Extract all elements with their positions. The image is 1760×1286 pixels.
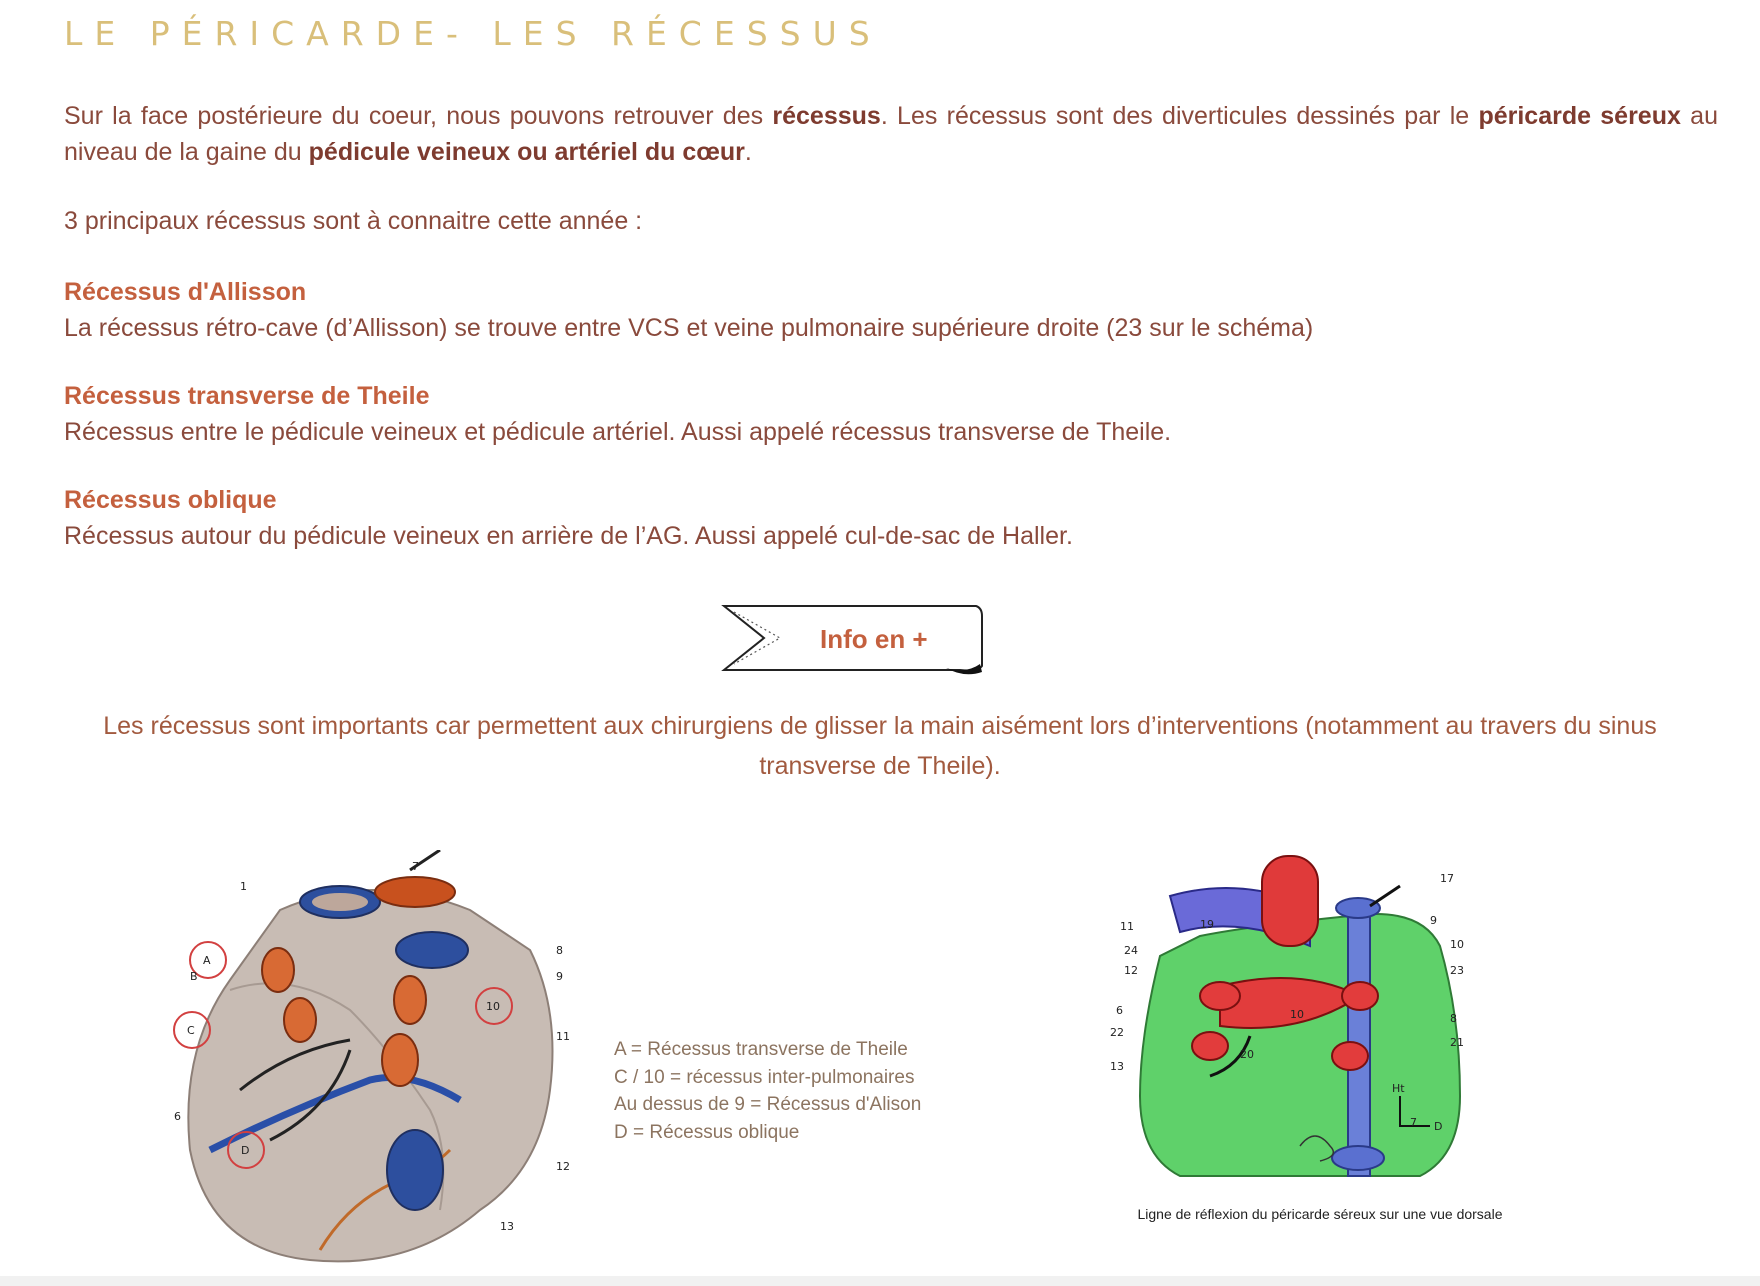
legend-item: C / 10 = récessus inter-pulmonaires	[614, 1066, 915, 1088]
legend-item: A = Récessus transverse de Theile	[614, 1039, 908, 1060]
svg-text:Ht: Ht	[1392, 1082, 1405, 1095]
intro-text-3: au niveau de la gaine du	[64, 102, 1718, 166]
recess-heading: Récessus d'Allisson	[64, 278, 307, 306]
svg-text:8: 8	[1450, 1012, 1457, 1025]
svg-text:6: 6	[174, 1110, 181, 1123]
figure-caption: Ligne de réflexion du péricarde séreux sur une vue dorsale	[1137, 1206, 1503, 1222]
svg-text:B: B	[190, 970, 198, 983]
svg-text:13: 13	[500, 1220, 514, 1233]
intro-bold-pedicule: pédicule veineux ou artériel du cœur	[308, 138, 745, 166]
svg-text:20: 20	[1240, 1048, 1254, 1061]
legend-item: Au dessus de 9 = Récessus d'Alison	[614, 1094, 922, 1115]
count-line: 3 principaux récessus sont à connaitre cette année :	[64, 207, 643, 235]
svg-text:9: 9	[1430, 914, 1437, 927]
recess-text: Récessus autour du pédicule veineux en arrière de l’AG. Aussi appelé cul-de-sac de Haller.	[64, 522, 1073, 550]
figure-legend	[614, 1036, 921, 1146]
recess-text: La récessus rétro-cave (d’Allisson) se trouve entre VCS et veine pulmonaire supérieure droite (23 sur le schéma)	[64, 314, 1314, 342]
intro-text-2: . Les récessus sont des diverticules dessinés par le	[880, 102, 1479, 130]
svg-text:9: 9	[556, 970, 563, 983]
svg-text:12: 12	[1124, 964, 1138, 977]
info-banner	[720, 602, 984, 678]
intro-text-1: Sur la face postérieure du coeur, nous pouvons retrouver des	[64, 102, 773, 130]
intro-text-4: .	[744, 138, 752, 166]
info-note: Les récessus sont importants car permettent aux chirurgiens de glisser la main aisément lors d’interventions (notamment au travers du sinus transverse de Theile).	[103, 712, 1657, 780]
svg-text:13: 13	[1110, 1060, 1124, 1073]
svg-text:12: 12	[556, 1160, 570, 1173]
recess-theile	[64, 378, 1171, 450]
svg-text:7: 7	[412, 860, 419, 873]
svg-text:10: 10	[1450, 938, 1464, 951]
svg-text:7: 7	[1410, 1116, 1417, 1129]
svg-text:A: A	[203, 954, 211, 967]
svg-text:8: 8	[556, 944, 563, 957]
svg-text:24: 24	[1124, 944, 1138, 957]
svg-text:22: 22	[1110, 1026, 1124, 1039]
svg-text:17: 17	[1440, 872, 1454, 885]
info-label: Info en +	[820, 624, 928, 654]
svg-text:11: 11	[1120, 920, 1134, 933]
bottom-strip	[0, 1276, 1760, 1286]
recess-heading: Récessus transverse de Theile	[64, 382, 430, 410]
heart-posterior-illustration	[170, 850, 590, 1275]
intro-bold-recessus: récessus	[772, 102, 881, 130]
recess-heading: Récessus oblique	[64, 486, 277, 514]
svg-text:10: 10	[486, 1000, 500, 1013]
svg-text:D: D	[1434, 1120, 1443, 1133]
svg-text:23: 23	[1450, 964, 1464, 977]
svg-text:6: 6	[1116, 1004, 1123, 1017]
legend-item: D = Récessus oblique	[614, 1121, 800, 1143]
svg-text:11: 11	[556, 1030, 570, 1043]
svg-text:19: 19	[1200, 918, 1214, 931]
recess-text: Récessus entre le pédicule veineux et pédicule artériel. Aussi appelé récessus transverse de Theile.	[64, 418, 1172, 446]
svg-text:10: 10	[1290, 1008, 1304, 1021]
recess-allisson	[64, 274, 1313, 346]
recess-oblique	[64, 482, 1073, 554]
page-title: LE PÉRICARDE- LES RÉCESSUS	[64, 14, 882, 53]
svg-text:C: C	[187, 1024, 195, 1037]
svg-text:1: 1	[240, 880, 247, 893]
intro-bold-pericarde: péricarde séreux	[1478, 102, 1681, 130]
pericardium-reflection-diagram	[1100, 836, 1520, 1201]
svg-text:21: 21	[1450, 1036, 1464, 1049]
intro-paragraph	[64, 98, 1718, 170]
svg-text:D: D	[241, 1144, 250, 1157]
